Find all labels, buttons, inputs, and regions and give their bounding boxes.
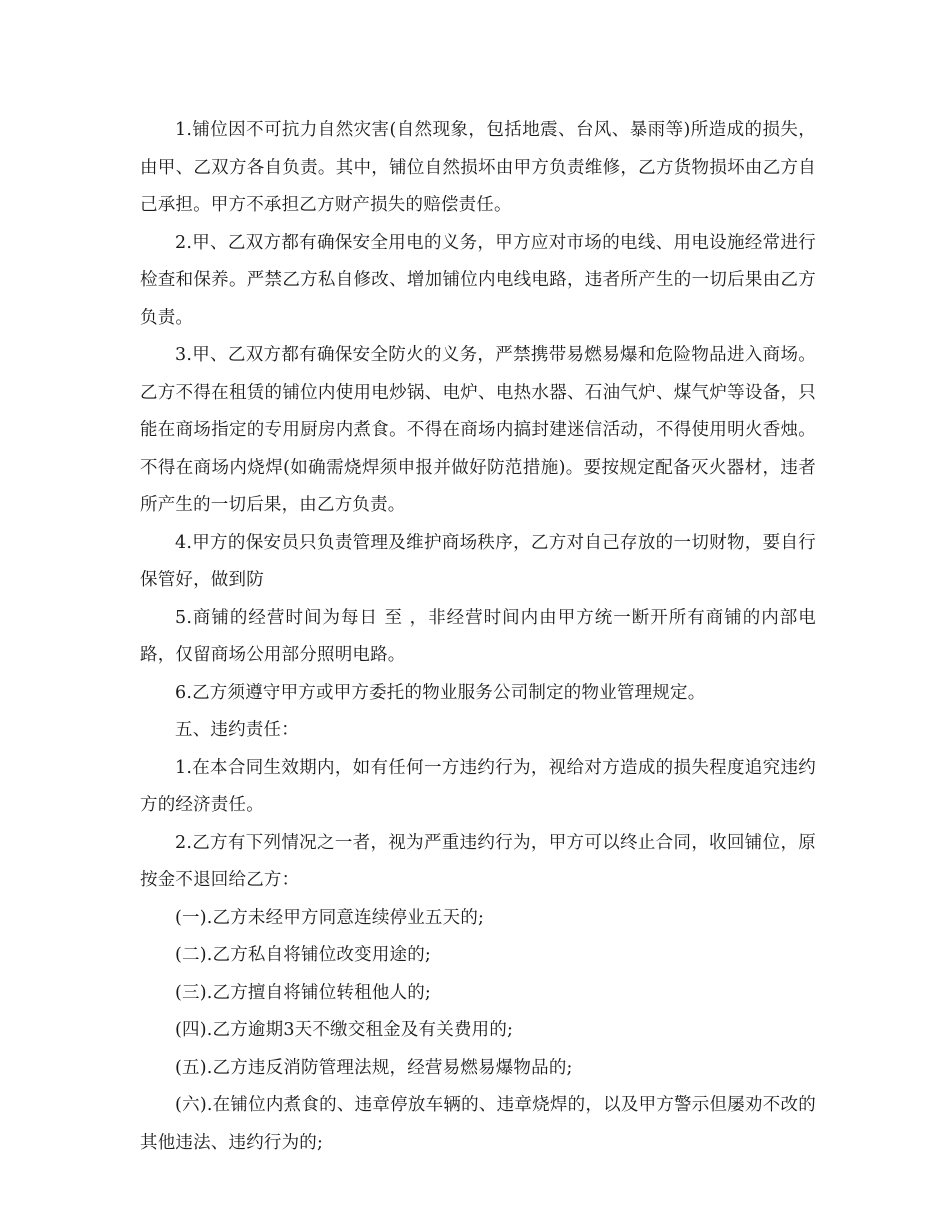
list-item-breach-1: (一).乙方未经甲方同意连续停业五天的; bbox=[175, 907, 485, 928]
list-item-breach-5: (五).乙方违反消防管理法规，经营易燃易爆物品的; bbox=[175, 1057, 573, 1078]
paragraph-breach-general: 1.在本合同生效期内，如有任何一方违约行为，视给对方造成的损失程度追究违约方的经济责任。 bbox=[140, 757, 816, 815]
paragraph-serious-breach: 2.乙方有下列情况之一者，视为严重违约行为，甲方可以终止合同，收回铺位，原按金不退回给乙方： bbox=[140, 832, 816, 890]
paragraph-property-rules: 6.乙方须遵守甲方或甲方委托的物业服务公司制定的物业管理规定。 bbox=[175, 682, 706, 703]
paragraph-business-hours: 5.商铺的经营时间为每日 至 ，非经营时间内由甲方统一断开所有商铺的内部电路，仅留商场公用部分照明电路。 bbox=[140, 607, 816, 665]
paragraph-electricity-safety: 2.甲、乙双方都有确保安全用电的义务，甲方应对市场的电线、用电设施经常进行检查和保养。严禁乙方私自修改、增加铺位内电线电路，违者所产生的一切后果由乙方负责。 bbox=[140, 232, 816, 328]
document-page bbox=[140, 112, 816, 1162]
paragraph-security-guard: 4.甲方的保安员只负责管理及维护商场秩序，乙方对自己存放的一切财物，要自行保管好，做到防 bbox=[140, 532, 816, 590]
section-heading-breach-liability: 五、违约责任： bbox=[175, 720, 299, 740]
list-item-breach-3: (三).乙方擅自将铺位转租他人的; bbox=[175, 982, 432, 1003]
list-item-breach-4: (四).乙方逾期3天不缴交租金及有关费用的; bbox=[175, 1020, 514, 1040]
paragraph-force-majeure: 1.铺位因不可抗力自然灾害(自然现象，包括地震、台风、暴雨等)所造成的损失，由甲、乙双方各自负责。其中，铺位自然损坏由甲方负责维修，乙方货物损坏由乙方自己承担。甲方不承担乙方财产损失的赔偿责任。 bbox=[140, 120, 816, 215]
list-item-breach-6: (六).在铺位内煮食的、违章停放车辆的、违章烧焊的，以及甲方警示但屡劝不改的其他违法、违约行为的; bbox=[140, 1095, 816, 1153]
list-item-breach-2: (二).乙方私自将铺位改变用途的; bbox=[175, 945, 432, 965]
paragraph-fire-safety: 3.甲、乙双方都有确保安全防火的义务，严禁携带易燃易爆和危险物品进入商场。乙方不得在租赁的铺位内使用电炒锅、电炉、电热水器、石油气炉、煤气炉等设备，只能在商场指定的专用厨房内煮食。不得在商场内搞封建迷信活动，不得使用明火香烛。不得在商场内烧焊(如确需烧焊须申报并做好防范措施)。要按规定配备灭火器材，违者所产生的一切后果，由乙方负责。 bbox=[140, 345, 816, 515]
